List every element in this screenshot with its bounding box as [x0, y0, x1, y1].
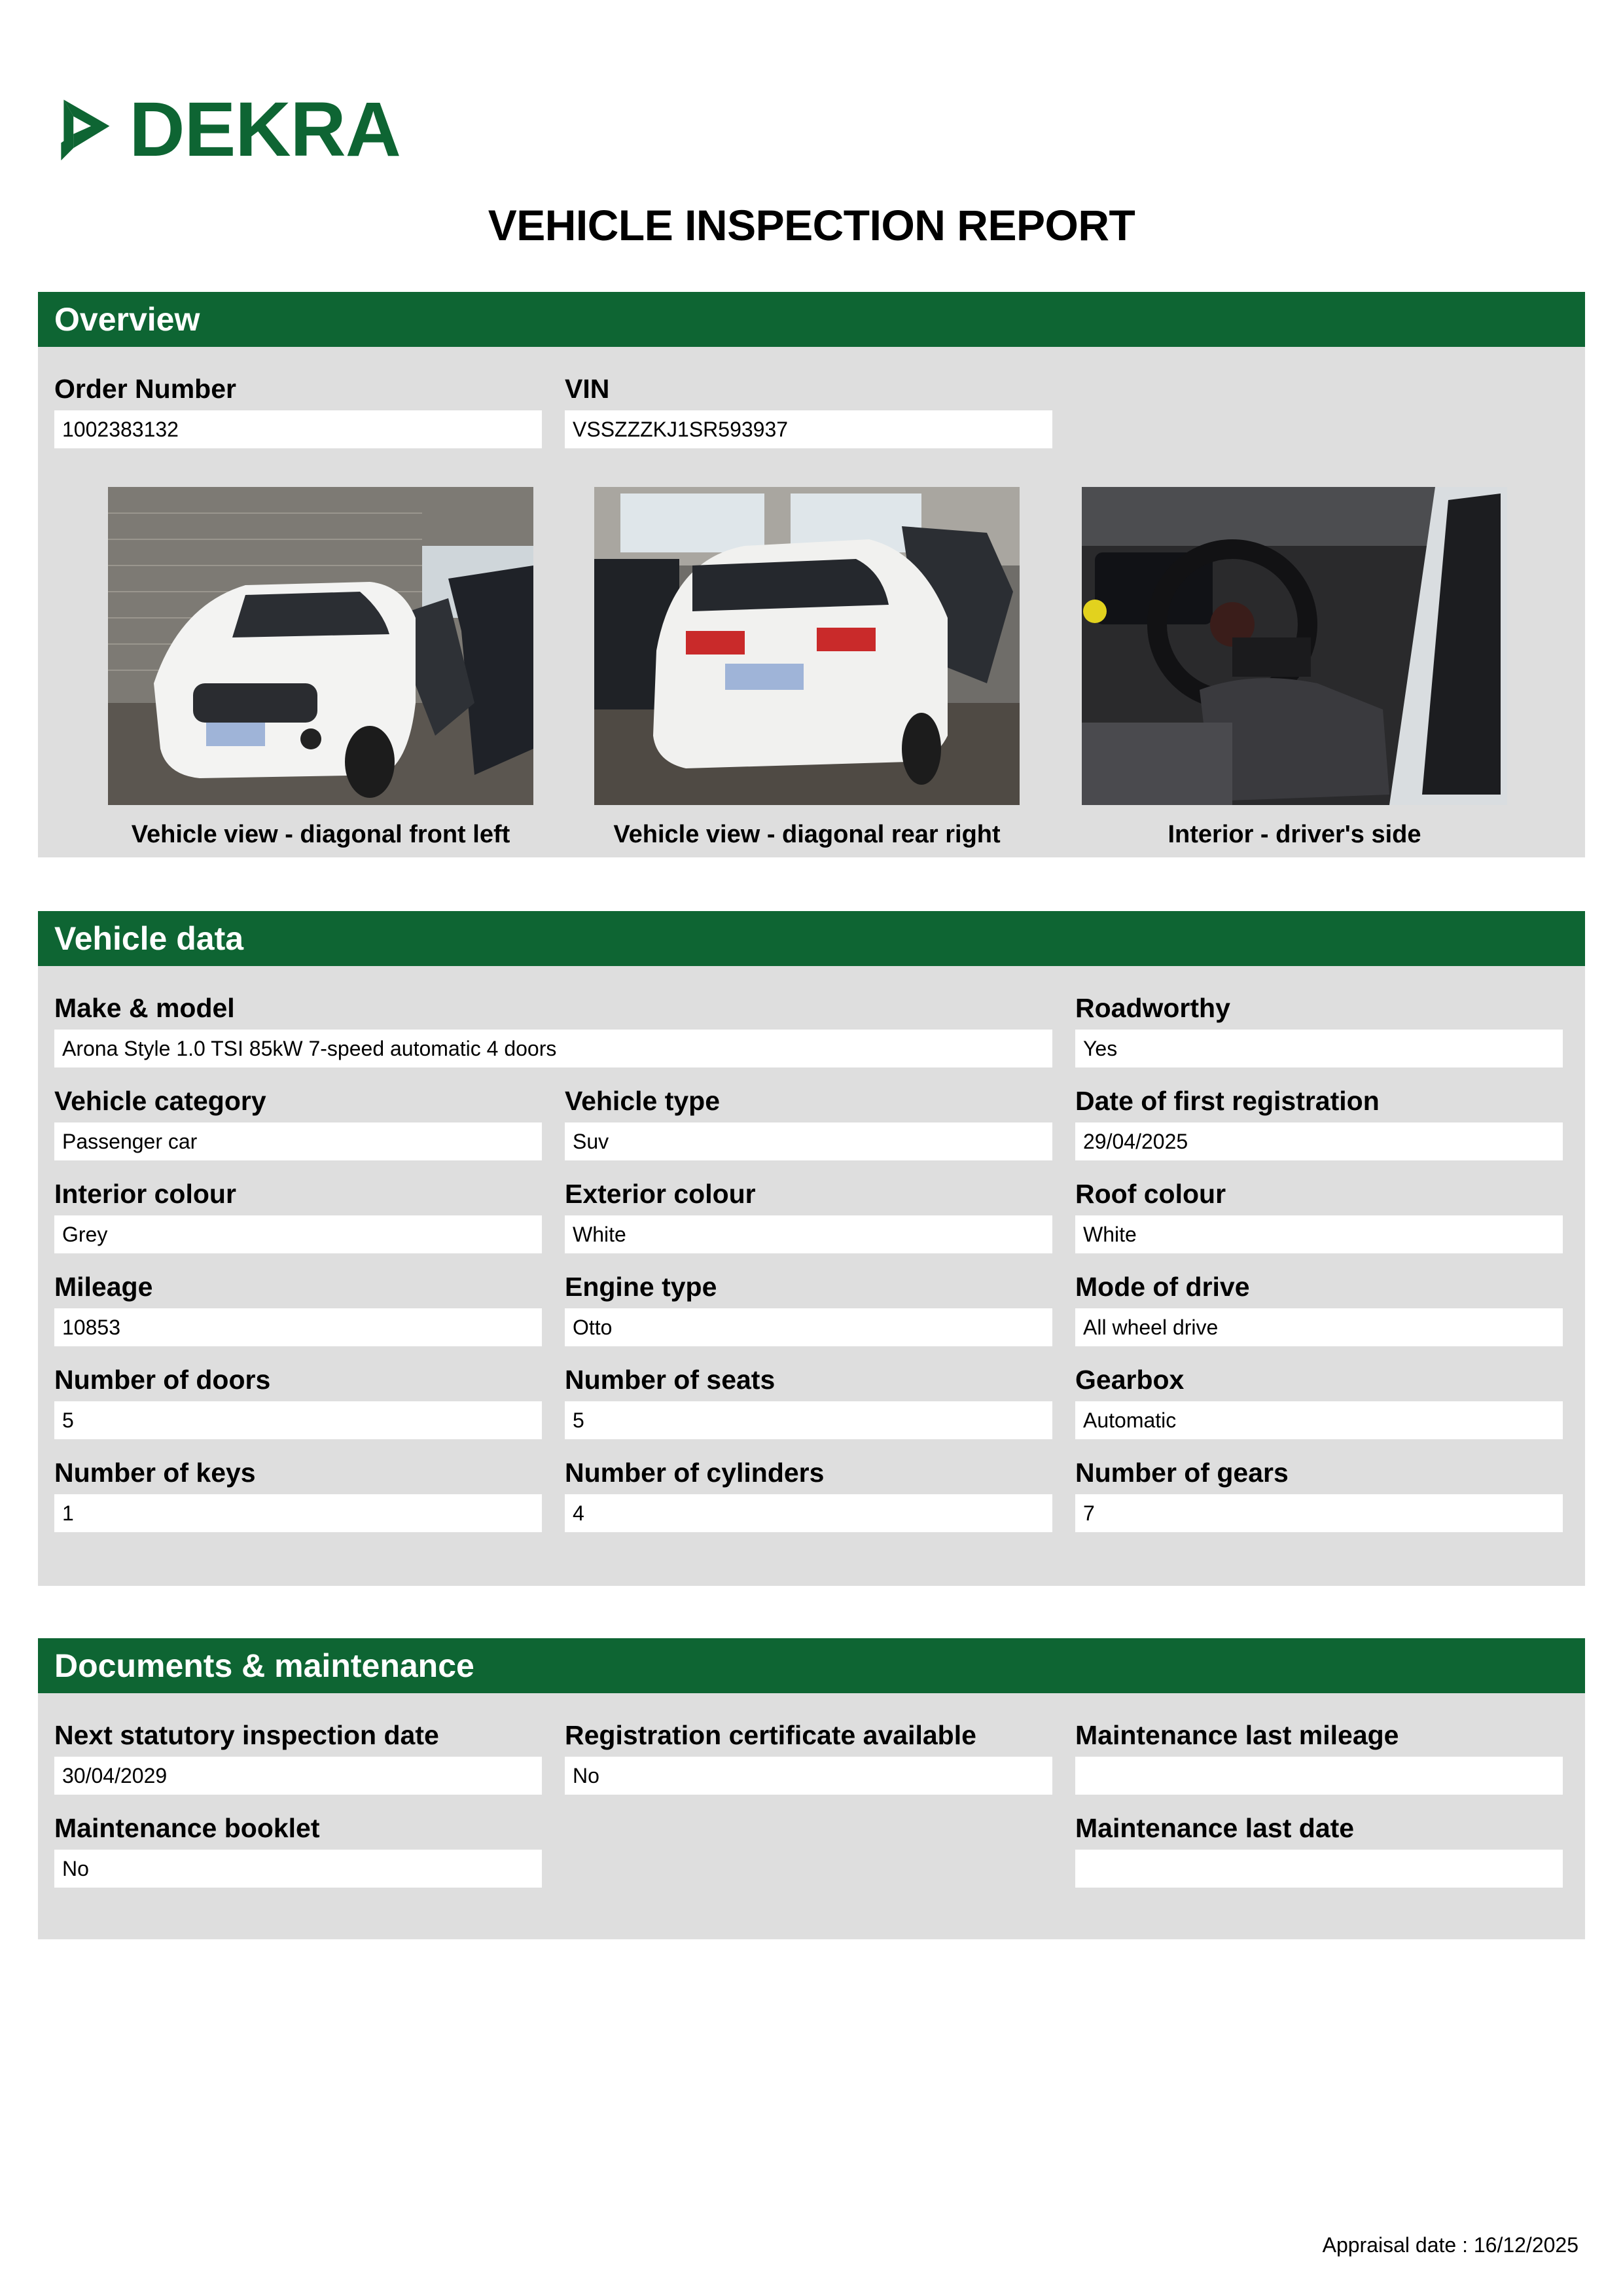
first-registration-label: Date of first registration — [1075, 1086, 1380, 1116]
make-model-field — [54, 992, 1052, 1067]
gearbox-value: Automatic — [1075, 1401, 1563, 1439]
number-of-gears-label: Number of gears — [1075, 1458, 1289, 1488]
make-model-value: Arona Style 1.0 TSI 85kW 7-speed automatic 4 doors — [54, 1030, 1052, 1067]
interior-photo[interactable] — [1082, 487, 1507, 805]
number-of-keys-label: Number of keys — [54, 1458, 256, 1488]
maintenance-last-mileage-label: Maintenance last mileage — [1075, 1720, 1399, 1750]
registration-certificate-value: No — [565, 1757, 1052, 1795]
photo-rear-right — [594, 487, 1020, 849]
interior-colour-value: Grey — [54, 1215, 542, 1253]
order-number-field — [54, 373, 542, 448]
exterior-colour-label: Exterior colour — [565, 1179, 756, 1209]
roadworthy-field — [1075, 992, 1563, 1067]
dekra-logo — [60, 84, 401, 175]
next-inspection-field — [54, 1719, 542, 1795]
report-title: VEHICLE INSPECTION REPORT — [488, 201, 1135, 249]
roof-colour-value: White — [1075, 1215, 1563, 1253]
maintenance-last-date-label: Maintenance last date — [1075, 1813, 1355, 1843]
vehicle-category-field — [54, 1085, 542, 1160]
number-of-seats-label: Number of seats — [565, 1365, 776, 1395]
dekra-logo-icon — [60, 84, 111, 175]
vin-label: VIN — [565, 374, 610, 404]
exterior-colour-value: White — [565, 1215, 1052, 1253]
car-rear-photo[interactable] — [594, 487, 1020, 805]
mileage-label: Mileage — [54, 1272, 153, 1302]
maintenance-last-mileage-value — [1075, 1757, 1563, 1795]
mode-of-drive-value: All wheel drive — [1075, 1308, 1563, 1346]
next-inspection-value: 30/04/2029 — [54, 1757, 542, 1795]
number-of-keys-field — [54, 1457, 542, 1532]
order-number-label: Order Number — [54, 374, 236, 404]
overview-header: Overview — [38, 292, 1585, 347]
engine-type-value: Otto — [565, 1308, 1052, 1346]
number-of-cylinders-value: 4 — [565, 1494, 1052, 1532]
roof-colour-label: Roof colour — [1075, 1179, 1226, 1209]
number-of-cylinders-label: Number of cylinders — [565, 1458, 825, 1488]
number-of-doors-label: Number of doors — [54, 1365, 271, 1395]
photo-caption-front-left: Vehicle view - diagonal front left — [131, 821, 510, 848]
documents-header: Documents & maintenance — [38, 1638, 1585, 1693]
engine-type-field — [565, 1271, 1052, 1346]
maintenance-booklet-value: No — [54, 1850, 542, 1888]
next-inspection-label: Next statutory inspection date — [54, 1720, 439, 1750]
number-of-seats-value: 5 — [565, 1401, 1052, 1439]
maintenance-booklet-label: Maintenance booklet — [54, 1813, 320, 1843]
engine-type-label: Engine type — [565, 1272, 717, 1302]
make-model-label: Make & model — [54, 993, 235, 1023]
number-of-seats-field — [565, 1364, 1052, 1439]
photo-caption-rear-right: Vehicle view - diagonal rear right — [613, 821, 1001, 848]
mode-of-drive-label: Mode of drive — [1075, 1272, 1250, 1302]
number-of-keys-value: 1 — [54, 1494, 542, 1532]
first-registration-value: 29/04/2025 — [1075, 1122, 1563, 1160]
registration-certificate-field — [565, 1719, 1052, 1795]
number-of-gears-field — [1075, 1457, 1563, 1532]
roof-colour-field — [1075, 1178, 1563, 1253]
registration-certificate-label: Registration certificate available — [565, 1720, 976, 1750]
number-of-gears-value: 7 — [1075, 1494, 1563, 1532]
maintenance-booklet-field — [54, 1812, 542, 1888]
car-front-photo[interactable] — [108, 487, 533, 805]
maintenance-last-date-value — [1075, 1850, 1563, 1888]
roadworthy-value: Yes — [1075, 1030, 1563, 1067]
roadworthy-label: Roadworthy — [1075, 993, 1230, 1023]
exterior-colour-field — [565, 1178, 1052, 1253]
number-of-doors-field — [54, 1364, 542, 1439]
mode-of-drive-field — [1075, 1271, 1563, 1346]
first-registration-field — [1075, 1085, 1563, 1160]
dekra-logo-text: DEKRA — [129, 86, 401, 173]
maintenance-last-mileage-field — [1075, 1719, 1563, 1795]
number-of-doors-value: 5 — [54, 1401, 542, 1439]
vehicle-category-label: Vehicle category — [54, 1086, 266, 1116]
vehicle-type-label: Vehicle type — [565, 1086, 721, 1116]
vin-value: VSSZZZKJ1SR593937 — [565, 410, 1052, 448]
photo-caption-interior: Interior - driver's side — [1168, 821, 1421, 848]
mileage-field — [54, 1271, 542, 1346]
vehicle-type-value: Suv — [565, 1122, 1052, 1160]
overview-section — [38, 292, 1585, 857]
mileage-value: 10853 — [54, 1308, 542, 1346]
number-of-cylinders-field — [565, 1457, 1052, 1532]
appraisal-date: Appraisal date : 16/12/2025 — [1322, 2233, 1578, 2257]
order-number-value: 1002383132 — [54, 410, 542, 448]
vehicle-data-header: Vehicle data — [38, 911, 1585, 966]
maintenance-last-date-field — [1075, 1812, 1563, 1888]
photo-interior — [1082, 487, 1507, 849]
vehicle-data-section — [38, 911, 1585, 1586]
interior-colour-field — [54, 1178, 542, 1253]
gearbox-label: Gearbox — [1075, 1365, 1185, 1395]
vehicle-type-field — [565, 1085, 1052, 1160]
gearbox-field — [1075, 1364, 1563, 1439]
photo-front-left — [108, 487, 533, 849]
vin-field — [565, 373, 1052, 448]
documents-section — [38, 1638, 1585, 1939]
vehicle-category-value: Passenger car — [54, 1122, 542, 1160]
interior-colour-label: Interior colour — [54, 1179, 236, 1209]
